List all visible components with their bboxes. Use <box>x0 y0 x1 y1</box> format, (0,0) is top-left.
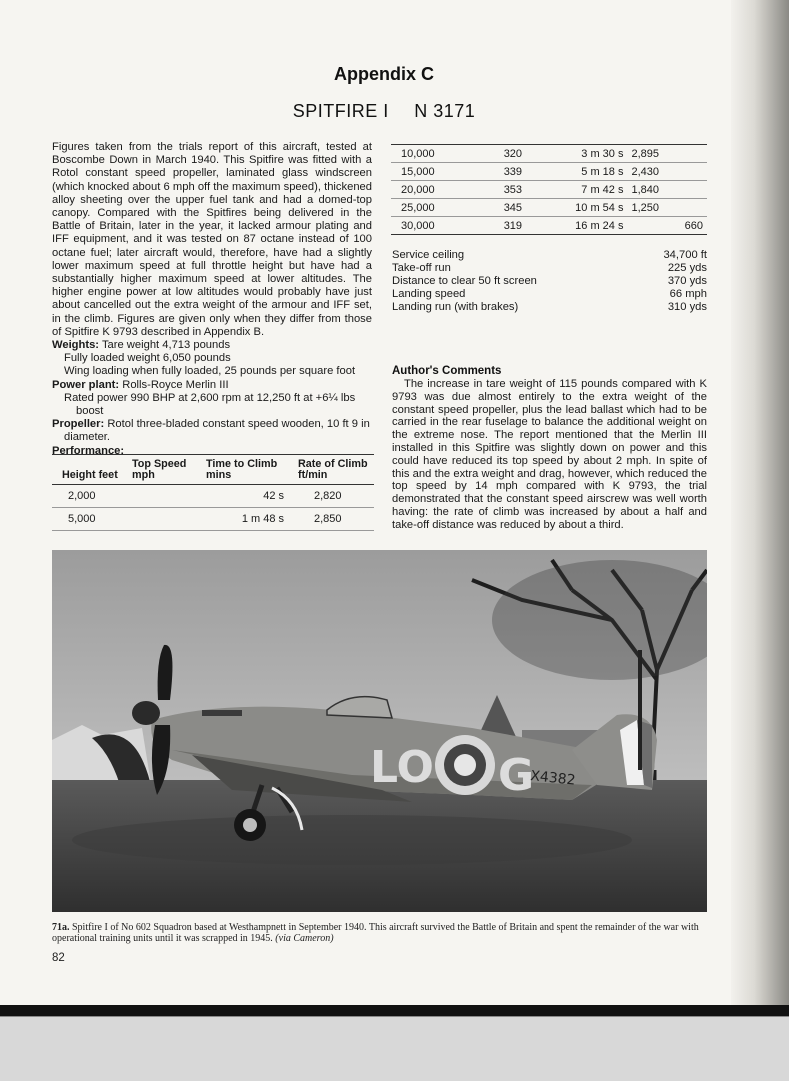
stat-landing-speed <box>392 288 707 301</box>
performance-stats <box>392 249 707 314</box>
stat-service-ceiling <box>392 249 707 262</box>
cell-rate: 1,250 <box>627 199 707 217</box>
cell-speed: 320 <box>480 145 526 163</box>
cell-rate: 1,840 <box>627 181 707 199</box>
propeller-line <box>52 418 372 444</box>
cell-speed <box>122 485 196 508</box>
stat-value: 66 mph <box>669 288 707 300</box>
author-comments-heading: Author's Comments <box>392 365 502 377</box>
stat-label: Landing speed <box>392 288 466 300</box>
cell-height: 25,000 <box>391 199 480 217</box>
page-title: Appendix C <box>333 64 434 84</box>
stat-label: Service ceiling <box>392 249 465 261</box>
table-row <box>391 199 707 217</box>
aircraft-photo <box>52 550 707 912</box>
stat-take-off-run <box>392 262 707 275</box>
stat-label: Take-off run <box>392 262 451 274</box>
stat-label: Landing run (with brakes) <box>392 301 519 313</box>
cell-height: 10,000 <box>391 145 480 163</box>
stat-value: 225 yds <box>667 262 707 274</box>
table-row <box>391 145 707 163</box>
col-top-speed: Top Speed mph <box>122 455 196 485</box>
weights-line <box>52 339 372 352</box>
page-number: 82 <box>52 952 65 964</box>
spitfire-photo-illustration <box>52 550 707 912</box>
performance-heading: Performance: <box>52 444 125 457</box>
stat-value: 34,700 ft <box>663 249 707 261</box>
propeller-label: Propeller: <box>52 418 105 431</box>
subtitle-aircraft: SPITFIRE I <box>292 101 389 121</box>
performance-table <box>52 454 374 531</box>
cell-time: 42 s <box>196 485 288 508</box>
cell-speed: 339 <box>480 163 526 181</box>
cell-rate: 660 <box>627 217 707 235</box>
rated-power: Rated power 990 BHP at 2,600 rpm at 12,250 ft at +6¼ lbs boost <box>64 391 356 418</box>
cell-height: 2,000 <box>52 485 122 508</box>
cell-time: 5 m 18 s <box>526 163 627 181</box>
cell-rate: 2,820 <box>288 485 374 508</box>
stat-clear-screen <box>392 275 707 288</box>
caption-text: Spitfire I of No 602 Squadron based at Westhampnett in September 1940. This aircraft survived the Battle of Britain and spent the remainder of the war with operational training units until it was scrapped in 1945. <box>52 922 699 944</box>
power-plant-line <box>52 379 372 392</box>
stat-label: Distance to clear 50 ft screen <box>392 275 537 287</box>
col-height: Height feet <box>52 455 122 485</box>
col-time-to-climb: Time to Climb mins <box>196 455 288 485</box>
cell-height: 15,000 <box>391 163 480 181</box>
stat-landing-run <box>392 301 707 314</box>
caption-number: 71a. <box>52 922 70 933</box>
fully-loaded-weight: Fully loaded weight 6,050 pounds <box>64 352 231 365</box>
subtitle-serial: N 3171 <box>414 101 476 121</box>
cell-speed: 353 <box>480 181 526 199</box>
cell-time: 7 m 42 s <box>526 181 627 199</box>
stat-value: 310 yds <box>667 301 707 313</box>
page-subtitle <box>0 101 768 122</box>
author-comments-text: The increase in tare weight of 115 pounds compared with K 9793 was due almost entirely to the extra weight of the constant speed propeller, plus the lead ballast which had to be carried in the rear fuselage to balance the additional weight on the extreme nose. The report mentioned that the Merlin III installed in this Spitfire was slightly down on power and this could have reduced its top speed by about 2 mph. In spite of this and the extra weight and drag, however, which reduced the top speed by 14 mph compared with K 9793, the trial demonstrated that the constant speed airscrew was well worth having: the rate of climb was increased by about a half and take-off distance was reduced by about a third. <box>392 378 707 531</box>
cell-rate: 2,850 <box>288 508 374 531</box>
cell-rate: 2,895 <box>627 145 707 163</box>
cell-height: 30,000 <box>391 217 480 235</box>
cell-time: 16 m 24 s <box>526 217 627 235</box>
left-column <box>52 141 372 458</box>
power-plant-label: Power plant: <box>52 378 120 391</box>
code-letters-lo: LO <box>370 742 434 793</box>
cell-height: 5,000 <box>52 508 122 531</box>
cell-speed: 319 <box>480 217 526 235</box>
table-row <box>52 485 374 508</box>
cell-time: 10 m 54 s <box>526 199 627 217</box>
table-header-row <box>52 455 374 485</box>
cell-rate: 2,430 <box>627 163 707 181</box>
cell-speed: 345 <box>480 199 526 217</box>
next-page-edge <box>0 1016 789 1081</box>
tare-weight: Tare weight 4,713 pounds <box>101 339 231 352</box>
stat-value: 370 yds <box>667 275 707 287</box>
propeller-desc: Rotol three-bladed constant speed wooden, 10 ft 9 in diameter. <box>64 418 370 444</box>
table-row <box>391 163 707 181</box>
table-row <box>391 217 707 235</box>
table-row <box>52 508 374 531</box>
intro-paragraph: Figures taken from the trials report of this aircraft, tested at Boscombe Down in March 1940. This Spitfire was fitted with a Rotol constant speed propeller, laminated glass windscreen (which knocked about 6 mph off the maximum speed), thickened alloy sheeting over the upper fuel tank and had a domed-top canopy. Compared with the Spitfires being delivered in the Battle of Britain, later in the year, it lacked armour plating and IFF equipment, and it was tested on 87 octane instead of 100 octane fuel; later aircraft would, therefore, have had a slightly lower maximum speed at full throttle height but have had a substantially higher maximum speed at lower altitudes. The higher engine power at low altitudes would probably have just about cancelled out the extra weight of the armour and IFF set, in the climb. Figures are given only when they differ from those of Spitfire K 9793 described in Appendix B. <box>52 141 372 338</box>
wing-loading: Wing loading when fully loaded, 25 pounds per square foot <box>64 365 356 378</box>
table-row <box>391 181 707 199</box>
cell-speed <box>122 508 196 531</box>
serial-number: X4382 <box>529 768 577 789</box>
performance-table-continued <box>391 144 707 235</box>
col-rate-of-climb: Rate of Climb ft/min <box>288 455 374 485</box>
cell-time: 1 m 48 s <box>196 508 288 531</box>
caption-credit: (via Cameron) <box>275 932 334 944</box>
cell-height: 20,000 <box>391 181 480 199</box>
weights-label: Weights: <box>52 339 100 352</box>
photo-caption <box>52 923 708 944</box>
code-letter-g: G <box>498 750 535 801</box>
book-gutter-shadow <box>731 0 789 1005</box>
cell-time: 3 m 30 s <box>526 145 627 163</box>
engine-name: Rolls-Royce Merlin III <box>122 378 229 391</box>
